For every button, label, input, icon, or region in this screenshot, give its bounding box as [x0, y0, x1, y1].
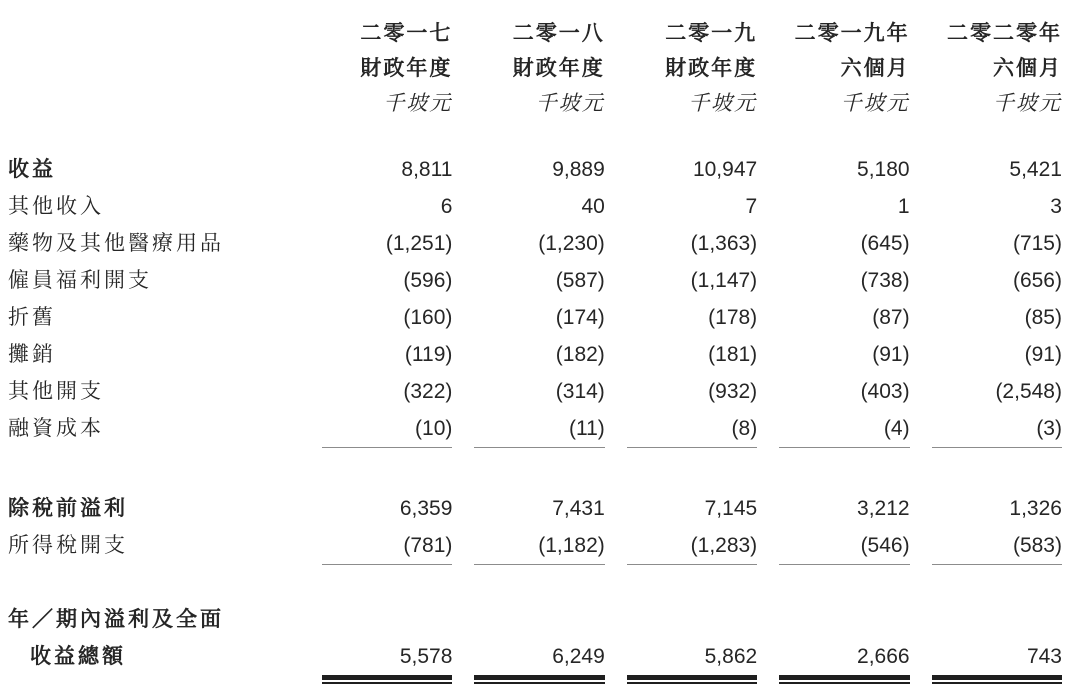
cell-value: (1,283) — [627, 527, 757, 565]
cell-value: 1 — [897, 195, 910, 218]
table-row-other-expenses — [8, 373, 1062, 410]
row-label: 收益總額 — [30, 645, 126, 668]
col-header-fy2019-line2: 財政年度 — [665, 57, 758, 80]
cell-value: (3) — [932, 410, 1062, 448]
cell-value: (587) — [555, 269, 605, 292]
cell-value: 7 — [745, 195, 758, 218]
col-header-6m2019-line1: 二零一九年 — [794, 22, 910, 45]
cell-value: (182) — [555, 343, 605, 366]
header-row-unit — [8, 86, 1062, 121]
cell-value: 5,578 — [322, 638, 452, 680]
cell-value: (87) — [872, 306, 910, 329]
cell-value: (322) — [403, 380, 453, 403]
cell-value: (656) — [1012, 269, 1062, 292]
cell-value: (1,147) — [690, 269, 758, 292]
cell-value: (546) — [779, 527, 909, 565]
cell-value: 7,431 — [552, 497, 605, 520]
cell-value: (596) — [403, 269, 453, 292]
col-header-fy2018-line2: 財政年度 — [512, 57, 605, 80]
cell-value: 10,947 — [692, 158, 758, 181]
row-label: 年／期內溢利及全面 — [8, 608, 224, 631]
col-unit-6m2020: 千坡元 — [992, 91, 1062, 115]
cell-empty — [779, 601, 909, 638]
cell-value: 3 — [1050, 195, 1062, 218]
col-unit-fy2017: 千坡元 — [383, 91, 453, 115]
row-label: 其他收入 — [8, 195, 104, 218]
cell-value: (781) — [322, 527, 452, 565]
cell-value: (932) — [708, 380, 758, 403]
table-row-profit-before-tax — [8, 490, 1062, 527]
header-label-spacer — [8, 51, 300, 86]
cell-value: (1,251) — [385, 232, 453, 255]
row-label: 收益 — [8, 158, 56, 181]
cell-value: (4) — [779, 410, 909, 448]
col-unit-fy2019: 千坡元 — [688, 91, 758, 115]
header-label-spacer — [8, 86, 300, 121]
cell-value: (738) — [860, 269, 910, 292]
cell-value: (85) — [1024, 306, 1062, 329]
col-unit-fy2018: 千坡元 — [535, 91, 605, 115]
cell-empty — [474, 601, 604, 638]
cell-value: 9,889 — [552, 158, 605, 181]
table-row-revenue — [8, 151, 1062, 188]
cell-value: (645) — [860, 232, 910, 255]
cell-value: 2,666 — [779, 638, 909, 680]
cell-value: 6 — [440, 195, 453, 218]
header-row-period-line2 — [8, 51, 1062, 86]
cell-value: (10) — [322, 410, 452, 448]
cell-value: 5,180 — [857, 158, 910, 181]
table-row-other-income — [8, 188, 1062, 225]
cell-value: (1,363) — [690, 232, 758, 255]
col-header-6m2020-line2: 六個月 — [992, 57, 1062, 80]
cell-value: 5,421 — [1009, 158, 1062, 181]
table-row-depreciation — [8, 299, 1062, 336]
cell-value: (91) — [1024, 343, 1062, 366]
cell-value: (119) — [404, 343, 453, 366]
cell-value: 8,811 — [401, 158, 453, 181]
cell-empty — [932, 601, 1062, 638]
table-row-income-tax-expense — [8, 527, 1062, 565]
cell-value: (2,548) — [995, 380, 1062, 403]
table-row-total-comprehensive-income-line1 — [8, 601, 1062, 638]
cell-value: (8) — [627, 410, 757, 448]
cell-value: (403) — [860, 380, 910, 403]
cell-value: 743 — [932, 638, 1062, 680]
col-header-fy2017-line1: 二零一七 — [360, 22, 453, 45]
table-row-drugs-medical-supplies — [8, 225, 1062, 262]
cell-value: 40 — [581, 195, 605, 218]
row-label: 除稅前溢利 — [8, 497, 128, 520]
header-row-period-line1 — [8, 16, 1062, 51]
cell-empty — [322, 601, 452, 638]
table-row-employee-benefits — [8, 262, 1062, 299]
row-label: 僱員福利開支 — [8, 269, 152, 292]
row-label: 折舊 — [8, 306, 56, 329]
col-header-fy2019-line1: 二零一九 — [665, 22, 758, 45]
cell-value: 6,249 — [474, 638, 604, 680]
cell-value: 5,862 — [627, 638, 757, 680]
row-label: 藥物及其他醫療用品 — [8, 232, 224, 255]
cell-value: 3,212 — [857, 497, 910, 520]
cell-value: 7,145 — [704, 497, 758, 520]
row-label: 所得稅開支 — [8, 534, 128, 557]
col-header-6m2020-line1: 二零二零年 — [946, 22, 1062, 45]
row-label: 攤銷 — [8, 343, 56, 366]
row-label: 其他開支 — [8, 380, 104, 403]
cell-value: (160) — [403, 306, 453, 329]
col-header-fy2018-line1: 二零一八 — [512, 22, 605, 45]
cell-value: (1,182) — [474, 527, 604, 565]
income-statement-table — [8, 16, 1062, 680]
cell-value: (715) — [1012, 232, 1062, 255]
row-label: 融資成本 — [8, 417, 104, 440]
cell-value: (1,230) — [538, 232, 605, 255]
col-unit-6m2019: 千坡元 — [840, 91, 910, 115]
header-label-spacer — [8, 16, 300, 51]
cell-value: (181) — [708, 343, 758, 366]
cell-value: (314) — [555, 380, 605, 403]
cell-value: (178) — [708, 306, 758, 329]
col-header-fy2017-line2: 財政年度 — [360, 57, 453, 80]
cell-value: (583) — [932, 527, 1062, 565]
cell-value: (174) — [555, 306, 605, 329]
cell-value: (11) — [474, 410, 604, 448]
cell-value: 6,359 — [399, 497, 453, 520]
cell-value: (91) — [872, 343, 910, 366]
cell-empty — [627, 601, 757, 638]
cell-value: 1,326 — [1009, 497, 1062, 520]
table-row-finance-costs — [8, 410, 1062, 448]
table-row-total-comprehensive-income-line2 — [8, 638, 1062, 680]
table-row-amortisation — [8, 336, 1062, 373]
col-header-6m2019-line2: 六個月 — [840, 57, 910, 80]
